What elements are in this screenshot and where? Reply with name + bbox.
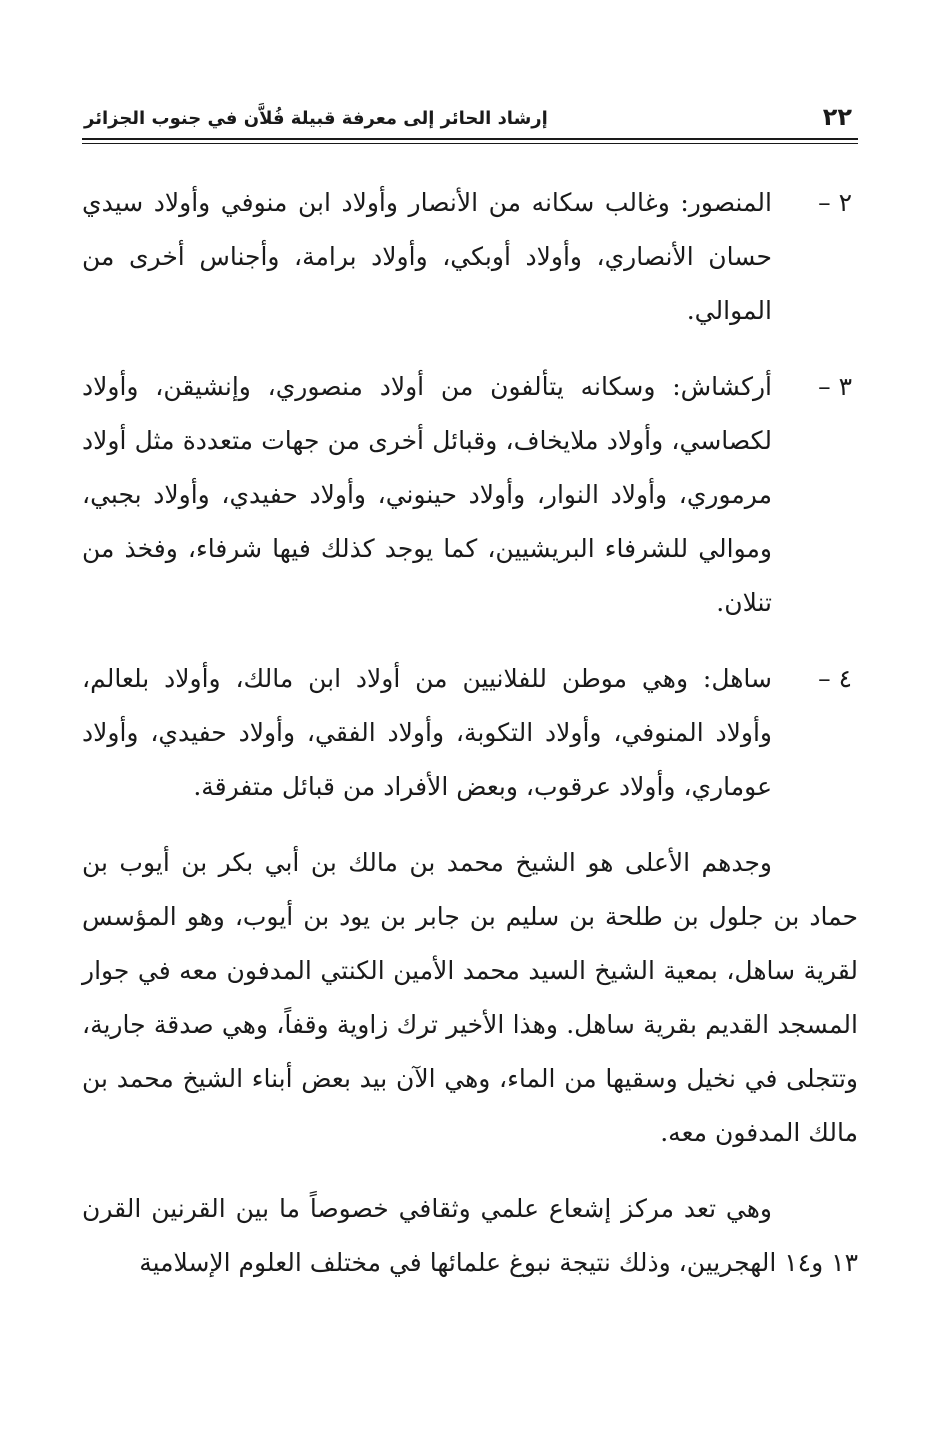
list-item-arkchach: [82, 360, 858, 630]
running-header-title: إرشاد الحائر إلى معرفة قبيلة فُلاَّن في جنوب الجزائر: [84, 108, 548, 129]
list-item-almansour: [82, 176, 858, 338]
list-item-number: ٣ –: [818, 372, 852, 401]
list-item-number: ٢ –: [818, 188, 852, 217]
list-item-text: ساهل: وهي موطن للفلانيين من أولاد ابن مالك، وأولاد بلعالم، وأولاد المنوفي، وأولاد التكوبة، وأولاد الفقي، وأولاد حفيدي، وأولاد عوماري، وأولاد عرقوب، وبعض الأفراد من قبائل متفرقة.: [82, 664, 772, 801]
page-number: ٢٢: [822, 103, 852, 131]
running-header: [82, 96, 858, 140]
list-item-text: المنصور: وغالب سكانه من الأنصار وأولاد ابن منوفي وأولاد سيدي حسان الأنصاري، وأولاد أوبكي، وأولاد برامة، وأجناس أخرى من الموالي.: [82, 188, 772, 325]
paragraph-ancestor: وجدهم الأعلى هو الشيخ محمد بن مالك بن أبي بكر بن أيوب بن حماد بن جلول بن طلحة بن سليم بن جابر بن يود بن أيوب، وهو المؤسس لقرية ساهل، بمعية الشيخ السيد محمد الأمين الكنتي المدفون معه في جوار المسجد القديم بقرية ساهل. وهذا الأخير ترك زاوية وقفاً، وهي صدقة جارية، وتتجلى في نخيل وسقيها من الماء، وهي الآن بيد بعض أبناء الشيخ محمد بن مالك المدفون معه.: [82, 848, 858, 1147]
list-item-text: أركشاش: وسكانه يتألفون من أولاد منصوري، وإنشيقن، وأولاد لكصاسي، وأولاد ملايخاف، وقبائل أخرى من جهات متعددة مثل أولاد مرموري، وأولاد النوار، وأولاد حينوني، وأولاد حفيدي، وأولاد بجبي، وموالي للشرفاء البريشيين، كما يوجد كذلك فيها شرفاء، وفخذ من تنلان.: [82, 372, 772, 617]
header-rule-thin: [82, 143, 858, 144]
paragraph-scholarly-center: وهي تعد مركز إشعاع علمي وثقافي خصوصاً ما بين القرنين القرن ١٣ و١٤ الهجريين، وذلك نتيجة نبوغ علمائها في مختلف العلوم الإسلامية: [82, 1194, 858, 1277]
book-page: [82, 0, 858, 1454]
header-rule-thick: [82, 138, 858, 140]
page-body: [82, 176, 858, 1312]
list-item-number: ٤ –: [818, 664, 852, 693]
list-item-sahel: [82, 652, 858, 814]
